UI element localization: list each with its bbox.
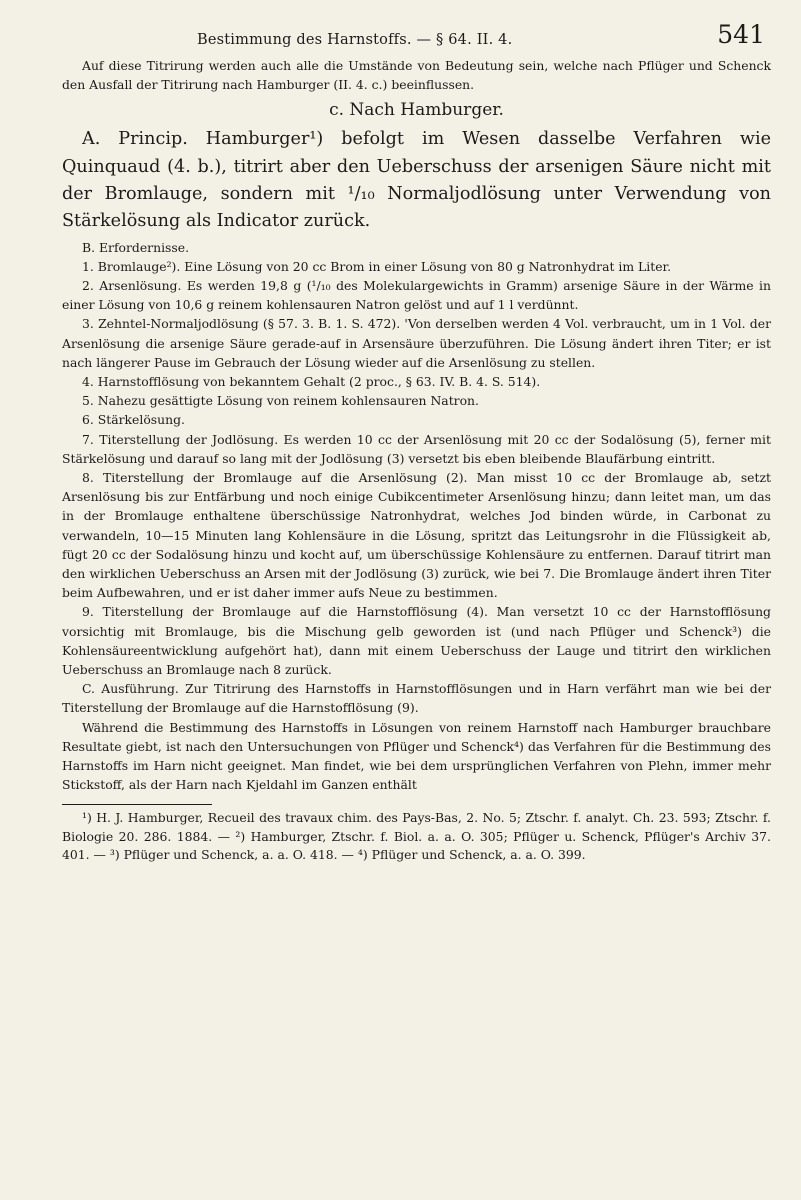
closing-paragraph: Während die Bestimmung des Harnstoffs in Lösungen von reinem Harnstoff nach Hamburger brauchbare Resultate giebt, ist nach den Untersuchungen von Pflüger und Schenck⁴) das Verfahren für die Bestimmung des Harnstoffs im Harn nicht geeignet. Man findet, wie bei dem ursprünglichen Verfahren von Plehn, immer mehr Stickstoff, als der Harn nach Kjeldahl im Ganzen enthält bbox=[62, 719, 771, 793]
page-header bbox=[62, 14, 771, 56]
intro-paragraph: Auf diese Titrirung werden auch alle die Umstände von Bedeutung sein, welche nach Pflüger und Schenck den Ausfall der Titrirung nach Hamburger (II. 4. c.) beeinflussen. bbox=[62, 58, 771, 93]
requirements-heading: B. Erfordernisse. bbox=[82, 239, 190, 255]
principle-paragraph: A. Princip. Hamburger¹) befolgt im Wesen dasselbe Verfahren wie Quinquaud (4. b.), titrirt aber den Ueberschuss der arsenigen Säure nicht mit der Bromlauge, sondern mit ¹/₁₀ Normaljodlösung unter Verwendung von Stärkelösung als Indicator zurück. bbox=[62, 129, 771, 232]
page-number: 541 bbox=[717, 20, 765, 49]
footnotes: ¹) H. J. Hamburger, Recueil des travaux chim. des Pays-Bas, 2. No. 5; Ztschr. f. analyt. Ch. 23. 593; Ztschr. f. Biologie 20. 286. 1884. — ²) Hamburger, Ztschr. f. Biol. a. a. O. 305; Pflüger u. Schenck, Pflüger's Archiv 37. 401. — ³) Pflüger und Schenck, a. a. O. 418. — ⁴) Pflüger und Schenck, a. a. O. 399. bbox=[62, 810, 771, 863]
requirement-item: 3. Zehntel-Normaljodlösung (§ 57. 3. B. 1. S. 472). 'Von derselben werden 4 Vol. verbraucht, um in 1 Vol. der Arsenlösung die arsenige Säure gerade-auf in Arsensäure überzuführen. Die Lösung ändert ihren Titer; er ist nach längerer Pause im Gebrauch der Lösung wieder auf die Arsenlösung zu stellen. bbox=[62, 316, 771, 370]
running-head: Bestimmung des Harnstoffs. — § 64. II. 4. bbox=[197, 32, 513, 48]
footnote-divider bbox=[62, 804, 212, 805]
requirement-item: 5. Nahezu gesättigte Lösung von reinem kohlensauren Natron. bbox=[82, 393, 479, 409]
requirement-item: 8. Titerstellung der Bromlauge auf die Arsenlösung (2). Man misst 10 cc der Bromlauge ab, setzt Arsenlösung bis zur Entfärbung und noch einige Cubikcentimeter Arsenlösung hinzu; dann leitet man, um das in der Bromlauge enthaltene überschüssige Natronhydrat, welches Jod binden würde, in Carbonat zu verwandeln, 10—15 Minuten lang Kohlensäure in die Lösung, spritzt das Leitungsrohr in die Flüssigkeit ab, fügt 20 cc der Sodalösung hinzu und kocht auf, um überschüssige Kohlensäure zu entfernen. Darauf titrirt man den wirklichen Ueberschuss an Arsen mit der Jodlösung (3) zurück, wie bei 7. Die Bromlauge ändert ihren Titer beim Aufbewahren, und er ist daher immer aufs Neue zu bestimmen. bbox=[62, 470, 771, 601]
execution-paragraph: C. Ausführung. Zur Titrirung des Harnstoffs in Harnstofflösungen und in Harn verfährt man wie bei der Titerstellung der Bromlauge auf die Harnstofflösung (9). bbox=[62, 681, 771, 716]
requirement-item: 2. Arsenlösung. Es werden 19,8 g (¹/₁₀ des Molekulargewichts in Gramm) arsenige Säure in der Wärme in einer Lösung von 10,6 g reinem kohlensauren Natron gelöst und auf 1 l verdünnt. bbox=[62, 278, 771, 313]
requirement-item: 6. Stärkelösung. bbox=[82, 412, 185, 428]
requirement-item: 9. Titerstellung der Bromlauge auf die Harnstofflösung (4). Man versetzt 10 cc der Harnstofflösung vorsichtig mit Bromlauge, bis die Mischung gelb geworden ist (und nach Pflüger und Schenck³) die Kohlensäureentwicklung aufgehört hat), dann mit einem Ueberschuss der Lauge und titrirt den wirklichen Ueberschuss an Bromlauge nach 8 zurück. bbox=[62, 604, 771, 678]
requirement-item: 4. Harnstofflösung von bekanntem Gehalt (2 proc., § 63. IV. B. 4. S. 514). bbox=[82, 374, 541, 390]
requirement-item: 7. Titerstellung der Jodlösung. Es werden 10 cc der Arsenlösung mit 20 cc der Sodalösung (5), ferner mit Stärkelösung und darauf so lang mit der Jodlösung (3) versetzt bis eben bleibende Blaufärbung eintritt. bbox=[62, 431, 771, 466]
requirement-item: 1. Bromlauge²). Eine Lösung von 20 cc Brom in einer Lösung von 80 g Natronhydrat im Liter. bbox=[82, 258, 672, 274]
section-heading: c. Nach Hamburger. bbox=[329, 100, 504, 121]
